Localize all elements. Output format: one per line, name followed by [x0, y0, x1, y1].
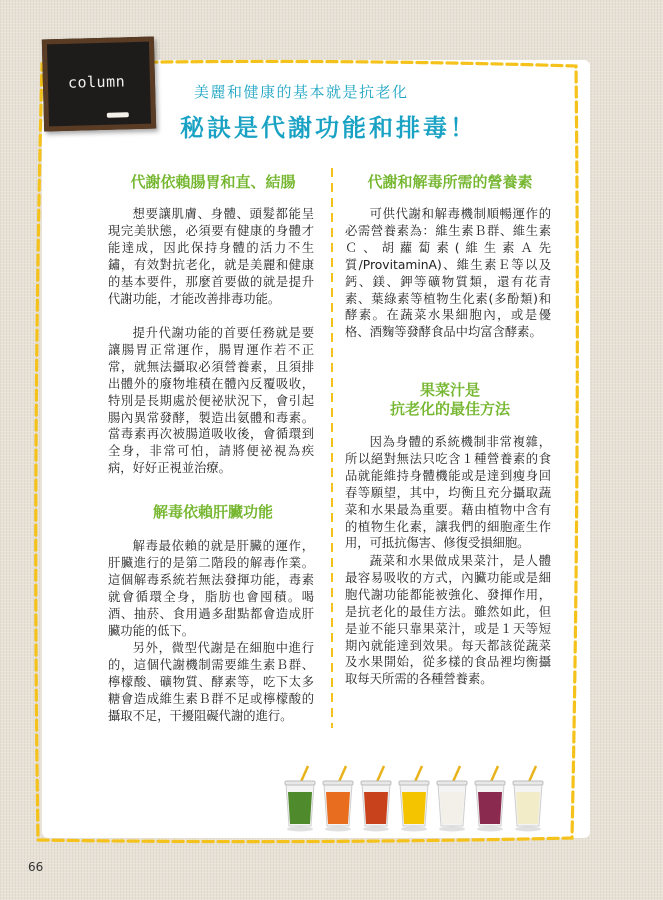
- paragraph: 另外，微型代謝是在細胞中進行的，這個代謝機制需要維生素Ｂ群、檸檬酸、礦物質、酵素等，吃下太多糖會造成維生素Ｂ群不足或檸檬酸的攝取不足，干擾阻礙代謝的進行。: [108, 641, 314, 723]
- section-heading-nutrients: 代謝和解毒所需的營養素: [367, 173, 533, 191]
- page-subtitle: 美麗和健康的基本就是抗老化: [194, 83, 409, 101]
- white-juice-cup-icon: [437, 766, 467, 832]
- green-juice-cup-icon: [285, 766, 315, 832]
- paragraph: 蔬菜和水果做成果菜汁，是人體最容易吸收的方式，內臟功能或是細胞代謝功能都能被強化、發揮作用，是抗老化的最佳方法。雖然如此，但是並不能只靠果菜汁，或是１天等短期內就能達到效果。每天都該從蔬菜及水果開始，從多樣的食品裡均衡攝取每天所需的各種營養素。: [345, 554, 551, 687]
- section-heading-juice-line2: 抗老化的最佳方法: [389, 400, 510, 418]
- paragraph: 想要讓肌膚、身體、頭髮都能呈現完美狀態，必須要有健康的身體才能達成，因此保持身體的活力不生鏽，有效對抗老化，就是美麗和健康的基本要件，那麼首要做的就是提升代謝功能，才能改善排毒功能。: [108, 207, 314, 306]
- juice-cups-illustration: [280, 762, 550, 837]
- chalk-icon: [107, 112, 129, 118]
- paragraph: 提升代謝功能的首要任務就是要讓腸胃正常運作，腸胃運作若不正常，就無法攝取必須營養素，且須排出體外的廢物堆積在體內反覆吸收，特別是長期處於便祕狀況下，會引起腸內異常發酵，製造出氨體和毒素。當毒素再次被腸道吸收後，會循環到全身，非常可怕，請將便祕視為疾病，好好正視並治療。: [108, 326, 314, 476]
- paragraph: 可供代謝和解毒機制順暢運作的必需營養素為：維生素Ｂ群、維生素Ｃ、胡蘿蔔素(維生素Ａ先質/ProvitaminA)、維生素Ｅ等以及鈣、鎂、鉀等礦物質類，還有花青素、葉綠素等植物生化素(多酚類)和酵素。在蔬菜水果細胞內，或是優格、酒麴等發酵食品中均富含酵素。: [345, 207, 551, 340]
- yellow-juice-cup-icon: [399, 766, 429, 832]
- column-label: column: [67, 72, 126, 92]
- column-divider: [330, 168, 334, 728]
- page-number: 66: [28, 860, 44, 874]
- paragraph: 因為身體的系統機制非常複雜，所以絕對無法只吃含１種營養素的食品就能維持身體機能或是達到瘦身回春等願望，其中，均衡且充分攝取蔬菜和水果最為重要。藉由植物中含有的植物生化素，讓我們的細胞產生作用，可抵抗傷害、修復受損細胞。: [345, 435, 551, 551]
- cream-juice-cup-icon: [513, 766, 543, 832]
- purple-juice-cup-icon: [475, 766, 505, 832]
- page-title: 秘訣是代謝功能和排毒！: [180, 114, 477, 142]
- chalkboard-badge: [42, 37, 156, 132]
- orange-juice-cup-icon: [323, 766, 353, 832]
- section-heading-detox: 解毒依賴肝臟功能: [152, 503, 273, 521]
- red-juice-cup-icon: [361, 766, 391, 832]
- paragraph: 解毒最依賴的就是肝臟的運作，肝臟進行的是第二階段的解毒作業。這個解毒系統若無法發揮功能，毒素就會循環全身，脂肪也會囤積。喝酒、抽菸、食用過多甜點都會造成肝臟功能的低下。: [108, 539, 314, 638]
- section-heading-metabolism: 代謝依賴腸胃和直、結腸: [130, 173, 296, 191]
- section-heading-juice-line1: 果菜汁是: [419, 381, 480, 399]
